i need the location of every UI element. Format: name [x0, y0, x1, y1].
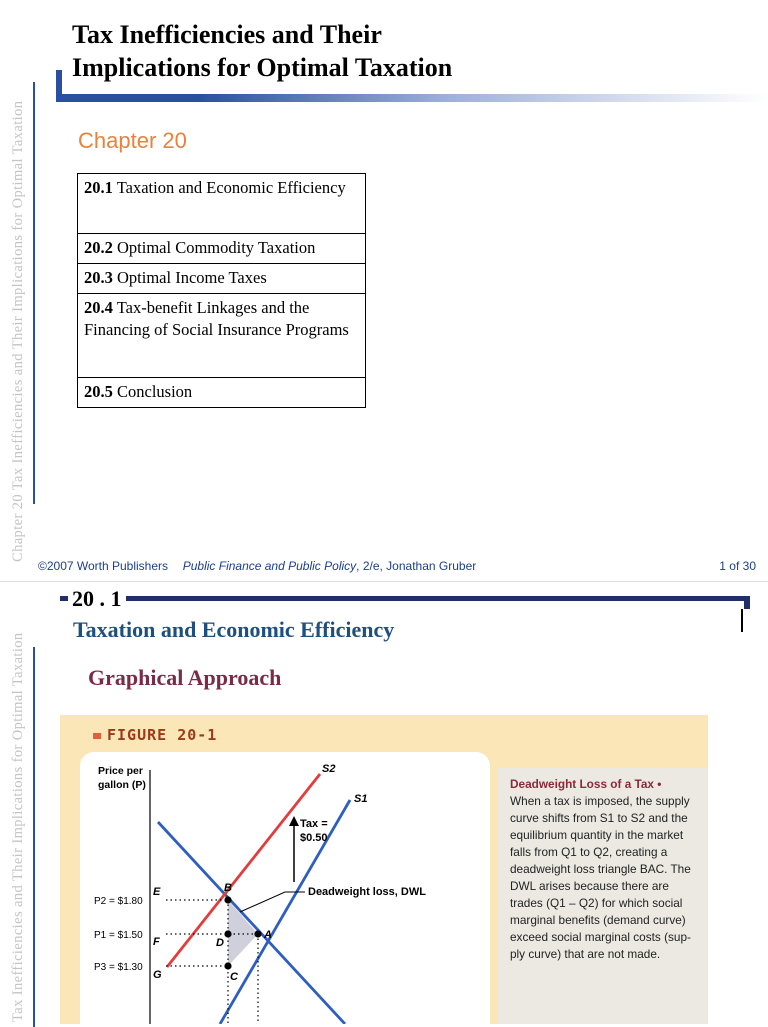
section-bar-tick [741, 609, 743, 632]
tax-label-1: Tax = [300, 818, 328, 830]
section-bar [60, 596, 750, 601]
toc-text: Taxation and Economic Efficiency [116, 178, 346, 197]
s2-label: S2 [322, 763, 336, 775]
toc-num: 20.2 [84, 238, 113, 257]
side-rule-2 [33, 647, 35, 1027]
caption-line: deadweight loss triangle BAC. The [510, 862, 691, 876]
caption-line: curve shifts from S1 to S2 and the [510, 811, 688, 825]
toc-num: 20.4 [84, 298, 113, 317]
slide-title-line-2: Implications for Optimal Taxation [72, 53, 453, 82]
caption-line: When a tax is imposed, the supply [510, 794, 690, 808]
toc-text: Optimal Income Taxes [117, 268, 267, 287]
section-subheading: Graphical Approach [88, 665, 282, 690]
point-d [224, 930, 231, 937]
toc-text: Optimal Commodity Taxation [117, 238, 316, 257]
toc-row[interactable] [78, 378, 366, 408]
toc-row[interactable] [78, 174, 366, 234]
p2-price-label: P2 = $1.80 [94, 896, 143, 907]
caption-line: equilibrium quantity in the market [510, 828, 684, 842]
figure-caption [510, 776, 706, 963]
s1-label: S1 [354, 793, 368, 805]
dwl-label: Deadweight loss, DWL [308, 886, 426, 898]
point-label-a: A [264, 929, 272, 941]
toc-num: 20.3 [84, 268, 113, 287]
side-chapter-text: Chapter 20 Tax Inefficiencies and Their Implications for Optimal Taxation [10, 100, 26, 562]
caption-title: Deadweight Loss of a Tax • [510, 777, 662, 791]
slide-title-line-1: Tax Inefficiencies and Their [72, 20, 382, 49]
point-label-d: D [216, 937, 224, 949]
point-label-g: G [153, 969, 162, 981]
caption-line: DWL arises because there are [510, 879, 669, 893]
chapter-label: Chapter 20 [78, 128, 187, 153]
point-label-c: C [230, 971, 238, 983]
dwl-triangle [228, 900, 258, 966]
toc-num: 20.1 [84, 178, 113, 197]
y-axis-label-2: gallon (P) [98, 779, 146, 791]
point-label-f: F [153, 936, 160, 948]
y-axis-label-1: Price per [98, 765, 143, 777]
figure-label: FIGURE 20-1 [107, 726, 218, 744]
slide-footer [38, 559, 756, 573]
caption-line: marginal benefits (demand curve) [510, 913, 686, 927]
section-bar-end [744, 596, 750, 609]
title-bar-horizontal [56, 94, 768, 102]
point-c [224, 962, 231, 969]
tax-label-2: $0.50 [300, 832, 328, 844]
toc-num: 20.5 [84, 382, 113, 401]
footer-edition: , 2/e, Jonathan Gruber [356, 559, 477, 573]
caption-line: falls from Q1 to Q2, creating a [510, 845, 668, 859]
point-a [254, 930, 261, 937]
slide-2 [0, 582, 768, 1024]
supply-demand-graph [80, 752, 490, 1024]
toc-row[interactable] [78, 294, 366, 378]
toc-row[interactable] [78, 234, 366, 264]
tax-arrow-head [289, 816, 299, 826]
point-label-e: E [153, 886, 161, 898]
toc-text: Conclusion [117, 382, 193, 401]
demand-curve [158, 822, 345, 1024]
toc-text: Tax-benefit Linkages and the Financing of Social Insurance Programs [84, 298, 349, 339]
p1-price-label: P1 = $1.50 [94, 930, 143, 941]
caption-line: exceed social marginal costs (sup- [510, 930, 691, 944]
section-heading: Taxation and Economic Efficiency [73, 617, 395, 642]
footer-book-title: Public Finance and Public Policy [182, 559, 357, 573]
figure-bullet-icon [93, 733, 101, 739]
toc-table [77, 173, 366, 408]
caption-line: trades (Q1 – Q2) for which social [510, 896, 683, 910]
side-rule [33, 82, 35, 504]
caption-line: ply curve) that are not made. [510, 947, 661, 961]
point-b [224, 896, 231, 903]
footer-page-number: 1 of 30 [719, 559, 756, 573]
side-chapter-text-2: Tax Inefficiencies and Their Implications for Optimal Taxation [10, 632, 26, 1022]
toc-row[interactable] [78, 264, 366, 294]
slide-title [72, 18, 452, 84]
section-number: 20 . 1 [68, 586, 126, 612]
p3-price-label: P3 = $1.30 [94, 962, 143, 973]
point-label-b: B [224, 882, 232, 894]
footer-copyright: ©2007 Worth Publishers [38, 559, 169, 573]
